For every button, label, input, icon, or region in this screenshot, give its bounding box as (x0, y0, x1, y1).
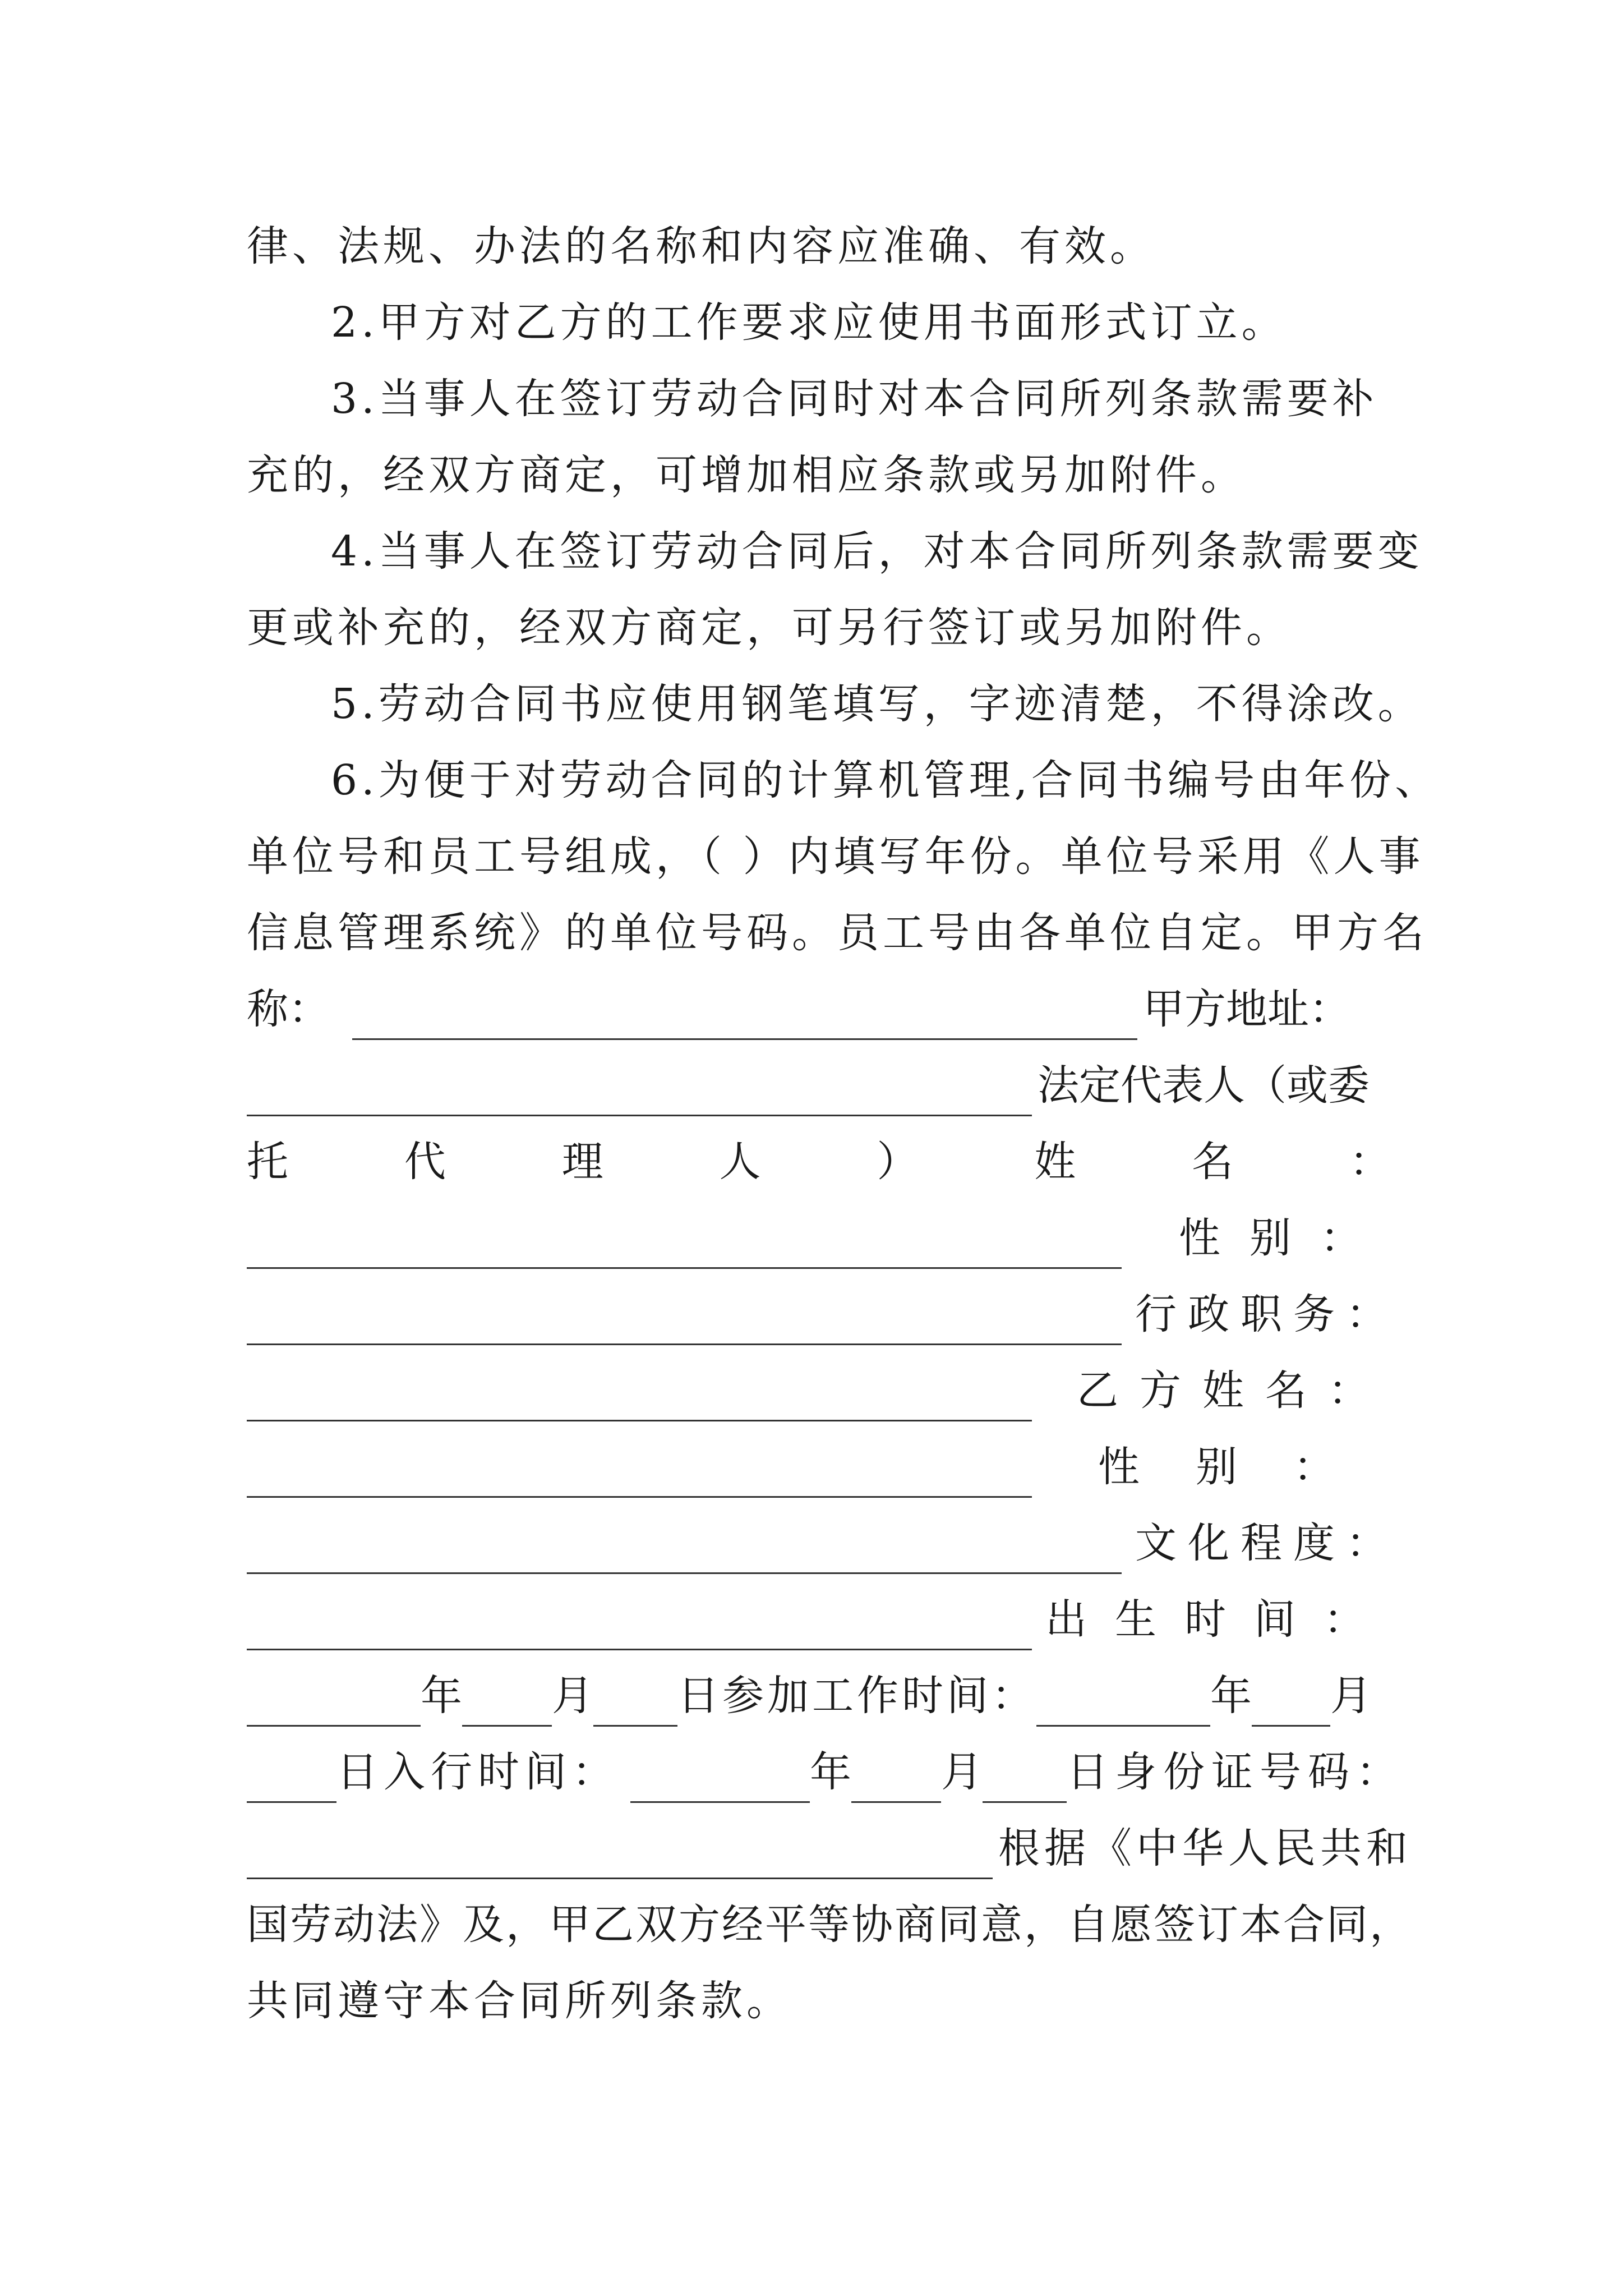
legal-rep-char: 理 (561, 1138, 603, 1186)
work-month-field[interactable] (1252, 1679, 1330, 1727)
id-number-label: 日身份证号码： (1067, 1748, 1404, 1796)
paragraph-1: 律、法规、办法的名称和内容应准确、有效。 (247, 222, 1155, 270)
month-label: 月 (1330, 1672, 1372, 1720)
id-number-field[interactable] (247, 1832, 993, 1879)
paragraph-3-line-2: 充的，经双方商定，可增加相应条款或另加附件。 (247, 451, 1246, 499)
legal-rep-name-field[interactable] (247, 1221, 1122, 1269)
birth-month-field[interactable] (462, 1679, 552, 1727)
paragraph-6-line-3: 信息管理系统》的单位号码。员工号由各单位自定。甲方名 (247, 909, 1428, 957)
industry-month-field[interactable] (851, 1755, 941, 1803)
id-number-row (247, 1818, 1412, 1879)
year-label: 年 (810, 1748, 851, 1796)
legal-rep-label-part-1: 法定代表人（或委 (1038, 1061, 1370, 1110)
birth-date-row (247, 1665, 1391, 1727)
paragraph-2: 2.甲方对乙方的工作要求应使用书面形式订立。 (331, 298, 1287, 347)
industry-date-row (247, 1741, 1404, 1803)
legal-rep-label-part-2 (247, 1131, 1391, 1193)
education-row (247, 1589, 1391, 1650)
legal-rep-char: 名 (1192, 1138, 1234, 1186)
closing-line-2: 共同遵守本合同所列条款。 (247, 1977, 792, 2025)
paragraph-6-line-1: 6.为便于对劳动合同的计算机管理,合同书编号由年份、 (331, 756, 1441, 804)
paragraph-5: 5.劳动合同书应使用钢笔填写，字迹清楚，不得涂改。 (331, 680, 1423, 728)
gender-a-field[interactable] (247, 1297, 1122, 1345)
legal-rep-name-row (247, 1207, 1391, 1269)
paragraph-3-line-1: 3.当事人在签订劳动合同时对本合同所列条款需要补 (331, 375, 1378, 423)
party-a-address-row (247, 1055, 1391, 1116)
party-a-address-label: 甲方地址： (1143, 985, 1350, 1033)
gender-a-label: 性别： (1179, 1214, 1391, 1262)
work-start-label: 日参加工作时间： (677, 1672, 1036, 1720)
party-a-name-field[interactable] (352, 992, 1137, 1040)
legal-rep-char: 托 (247, 1138, 288, 1186)
legal-rep-char: 代 (404, 1138, 446, 1186)
birth-label: 出生时间： (1045, 1595, 1393, 1644)
legal-rep-char: 姓 (1034, 1138, 1076, 1186)
gender-b-field[interactable] (247, 1526, 1122, 1574)
gender-b-label: 性别： (1098, 1443, 1391, 1491)
education-label: 文化程度： (1135, 1519, 1399, 1567)
work-year-field[interactable] (1036, 1679, 1210, 1727)
work-day-field[interactable] (247, 1755, 336, 1803)
gender-a-row (247, 1283, 1399, 1345)
industry-day-field[interactable] (983, 1755, 1067, 1803)
position-label: 行政职务： (1135, 1290, 1399, 1338)
party-b-name-label: 乙方姓名： (1077, 1366, 1391, 1415)
party-a-name-row (247, 978, 1391, 1040)
month-label: 月 (552, 1672, 593, 1720)
paragraph-4-line-2: 更或补充的，经双方商定，可另行签订或另加附件。 (247, 604, 1292, 652)
party-b-name-field[interactable] (247, 1450, 1032, 1498)
position-field[interactable] (247, 1374, 1032, 1421)
industry-start-label: 日入行时间： (336, 1748, 619, 1796)
legal-rep-char: ） (877, 1138, 919, 1186)
paragraph-6-line-2: 单位号和员工号组成，（ ）内填写年份。单位号采用《人事 (247, 832, 1424, 881)
closing-line-1: 国劳动法》及，甲乙双方经平等协商同意，自愿签订本合同， (247, 1901, 1413, 1949)
month-label: 月 (941, 1748, 983, 1796)
education-field[interactable] (247, 1603, 1032, 1650)
year-label: 年 (1210, 1672, 1252, 1720)
legal-rep-char: 人 (719, 1138, 761, 1186)
industry-year-field[interactable] (630, 1755, 810, 1803)
paragraph-4-line-1: 4.当事人在签订劳动合同后，对本合同所列条款需要变 (331, 527, 1423, 576)
gender-b-row (247, 1512, 1399, 1574)
birth-year-field[interactable] (247, 1679, 421, 1727)
legal-rep-char: ： (1349, 1138, 1391, 1186)
party-b-name-row (247, 1436, 1391, 1498)
position-row (247, 1360, 1391, 1421)
birth-day-field[interactable] (593, 1679, 677, 1727)
year-label: 年 (421, 1672, 462, 1720)
basis-text: 根据《中华人民共和 (998, 1824, 1412, 1872)
party-a-name-label: 称： (247, 985, 330, 1033)
party-a-address-field[interactable] (247, 1069, 1032, 1116)
